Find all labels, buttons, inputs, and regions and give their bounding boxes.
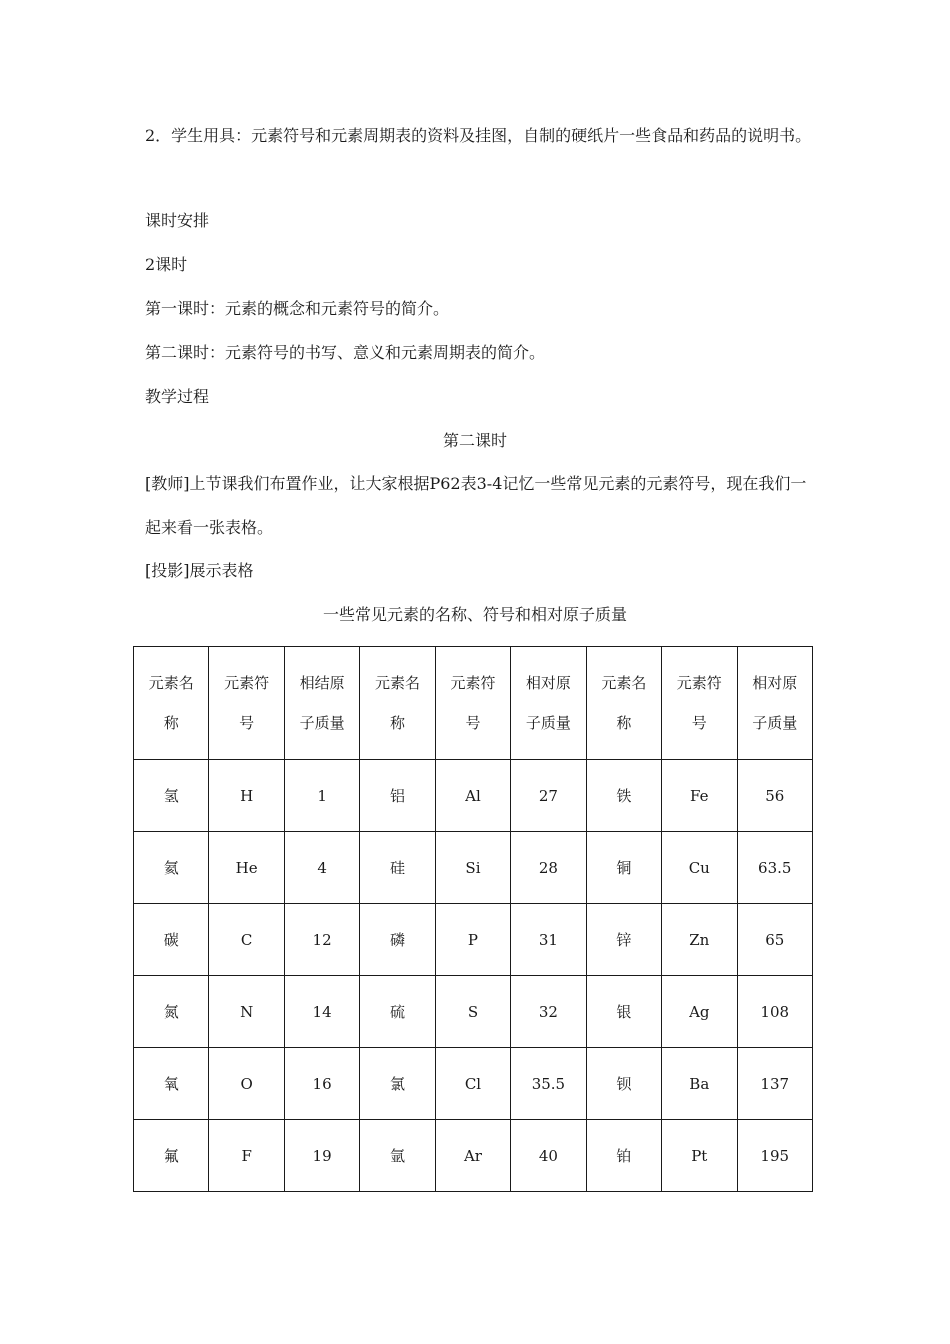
table-cell: 195 [737,1120,813,1192]
table-row [134,832,813,904]
table-cell: H [209,760,284,832]
table-cell: 铝 [360,760,435,832]
table-cell: 碳 [134,904,209,976]
table-cell: Fe [662,760,737,832]
table-cell: 锌 [586,904,661,976]
paragraph-teacher: [教师]上节课我们布置作业，让大家根据P62表3-4记忆一些常见元素的元素符号，现在我们一起来看一张表格。 [145,474,807,537]
table-cell: 铜 [586,832,661,904]
table-cell: 40 [511,1120,586,1192]
paragraph-projection: [投影]展示表格 [145,561,254,580]
heading-schedule: 课时安排 [145,211,210,230]
table-cell: S [435,976,510,1048]
table-cell: P [435,904,510,976]
table-header-row [134,647,813,760]
header-cell: 元素名 称 [134,647,209,760]
table-cell: 1 [284,760,359,832]
table-row [134,760,813,832]
table-cell: N [209,976,284,1048]
table-cell: 28 [511,832,586,904]
header-cell: 相结原 子质量 [284,647,359,760]
table-row [134,1120,813,1192]
table-cell: 27 [511,760,586,832]
table-cell: 钡 [586,1048,661,1120]
table-cell: 31 [511,904,586,976]
paragraph-lesson-count: 2课时 [145,255,188,274]
table-cell: Cu [662,832,737,904]
table-cell: 氟 [134,1120,209,1192]
header-cell: 相对原 子质量 [511,647,586,760]
header-cell: 相对原 子质量 [737,647,813,760]
table-cell: 银 [586,976,661,1048]
table-cell: He [209,832,284,904]
table-cell: 氯 [360,1048,435,1120]
table-cell: Ar [435,1120,510,1192]
heading-second-lesson: 第二课时 [442,431,507,450]
header-cell: 元素名 称 [586,647,661,760]
table-cell: 32 [511,976,586,1048]
table-cell: 氧 [134,1048,209,1120]
heading-teaching-process: 教学过程 [145,387,210,406]
table-cell: 35.5 [511,1048,586,1120]
table-cell: 氮 [134,976,209,1048]
table-cell: 63.5 [737,832,813,904]
elements-table [133,646,813,1192]
table-cell: F [209,1120,284,1192]
table-cell: 16 [284,1048,359,1120]
table-cell: 19 [284,1120,359,1192]
table-cell: 铂 [586,1120,661,1192]
header-cell: 元素符 号 [435,647,510,760]
table-row [134,904,813,976]
table-cell: 137 [737,1048,813,1120]
table-cell: Si [435,832,510,904]
table-cell: 14 [284,976,359,1048]
table-cell: Cl [435,1048,510,1120]
table-cell: 氦 [134,832,209,904]
table-cell: Pt [662,1120,737,1192]
table-row [134,976,813,1048]
table-cell: 65 [737,904,813,976]
paragraph-student-tools: 2．学生用具：元素符号和元素周期表的资料及挂图，自制的硬纸片一些食品和药品的说明书。 [145,126,812,145]
header-cell: 元素符 号 [209,647,284,760]
table-cell: 铁 [586,760,661,832]
header-cell: 元素名 称 [360,647,435,760]
table-cell: Ag [662,976,737,1048]
paragraph-first-lesson: 第一课时：元素的概念和元素符号的简介。 [145,299,450,318]
table-cell: Al [435,760,510,832]
table-cell: Zn [662,904,737,976]
table-cell: 108 [737,976,813,1048]
table-title: 一些常见元素的名称、符号和相对原子质量 [322,605,627,624]
table-row [134,1048,813,1120]
table-cell: 氢 [134,760,209,832]
table-cell: O [209,1048,284,1120]
table-cell: 4 [284,832,359,904]
table-cell: 氩 [360,1120,435,1192]
table-cell: 硅 [360,832,435,904]
table-cell: 56 [737,760,813,832]
paragraph-second-lesson: 第二课时：元素符号的书写、意义和元素周期表的简介。 [145,343,546,362]
table-cell: 硫 [360,976,435,1048]
table-cell: C [209,904,284,976]
header-cell: 元素符 号 [662,647,737,760]
table-cell: Ba [662,1048,737,1120]
table-cell: 磷 [360,904,435,976]
table-cell: 12 [284,904,359,976]
